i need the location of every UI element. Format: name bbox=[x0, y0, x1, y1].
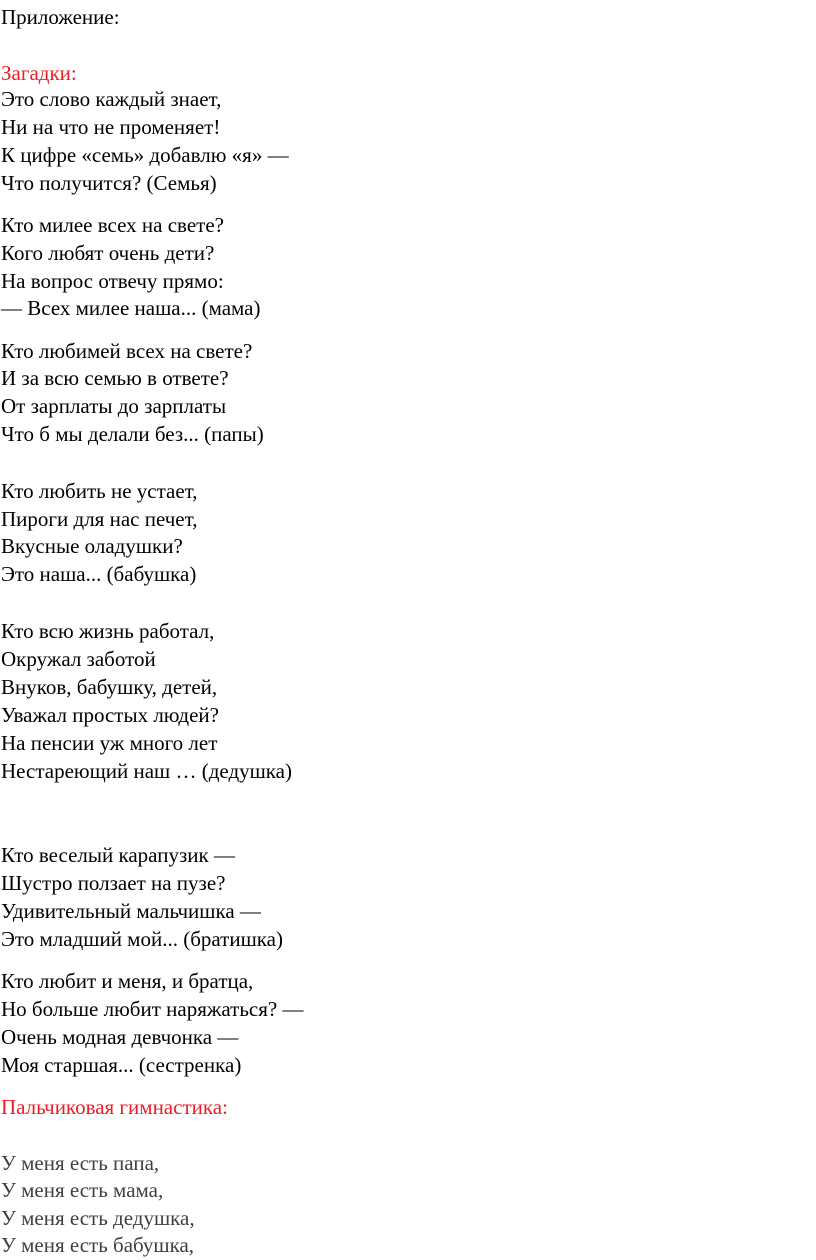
riddle-line: Кто милее всех на свете? bbox=[1, 213, 224, 237]
riddle-line: Нестареющий наш … (дедушка) bbox=[1, 759, 292, 783]
appendix-title: Приложение: bbox=[1, 5, 120, 29]
riddle-line: На пенсии уж много лет bbox=[1, 731, 218, 755]
riddle-line: Кто веселый карапузик — bbox=[1, 843, 235, 867]
riddle-line: Удивительный мальчишка — bbox=[1, 899, 261, 923]
riddle-line: Кто любимей всех на свете? bbox=[1, 339, 253, 363]
gymnastics-heading: Пальчиковая гимнастика: bbox=[1, 1095, 228, 1119]
riddle-line: Кто любит и меня, и братца, bbox=[1, 969, 254, 993]
riddle-line: Пироги для нас печет, bbox=[1, 507, 198, 531]
riddle-line: Кого любят очень дети? bbox=[1, 241, 215, 265]
riddles-heading: Загадки: bbox=[1, 61, 77, 85]
riddle-line: Моя старшая... (сестренка) bbox=[1, 1053, 242, 1077]
riddle-line: Кто любить не устает, bbox=[1, 479, 198, 503]
riddle-line: Уважал простых людей? bbox=[1, 703, 219, 727]
riddle-line: Это слово каждый знает, bbox=[1, 87, 222, 111]
riddle-line: Это младший мой... (братишка) bbox=[1, 927, 283, 951]
poem-line: У меня есть дедушка, bbox=[1, 1206, 195, 1230]
riddle-line: Внуков, бабушку, детей, bbox=[1, 675, 218, 699]
riddle-line: Окружал заботой bbox=[1, 647, 156, 671]
riddle-line: И за всю семью в ответе? bbox=[1, 366, 229, 390]
riddle-line: От зарплаты до зарплаты bbox=[1, 394, 227, 418]
riddle-line: — Всех милее наша... (мама) bbox=[1, 296, 261, 320]
riddle-line: На вопрос отвечу прямо: bbox=[1, 269, 224, 293]
riddle-line: Кто всю жизнь работал, bbox=[1, 619, 215, 643]
riddle-line: К цифре «семь» добавлю «я» — bbox=[1, 143, 289, 167]
poem-line: У меня есть бабушка, bbox=[1, 1233, 195, 1257]
riddle-line: Что получится? (Семья) bbox=[1, 171, 217, 195]
riddle-line: Шустро ползает на пузе? bbox=[1, 871, 226, 895]
riddle-line: Это наша... (бабушка) bbox=[1, 562, 197, 586]
riddle-line: Вкусные оладушки? bbox=[1, 534, 183, 558]
riddle-line: Ни на что не променяет! bbox=[1, 115, 221, 139]
poem-line: У меня есть папа, bbox=[1, 1151, 160, 1175]
poem-line: У меня есть мама, bbox=[1, 1178, 164, 1202]
riddle-line: Очень модная девчонка — bbox=[1, 1025, 239, 1049]
riddle-line: Что б мы делали без... (папы) bbox=[1, 422, 264, 446]
riddle-line: Но больше любит наряжаться? — bbox=[1, 997, 304, 1021]
